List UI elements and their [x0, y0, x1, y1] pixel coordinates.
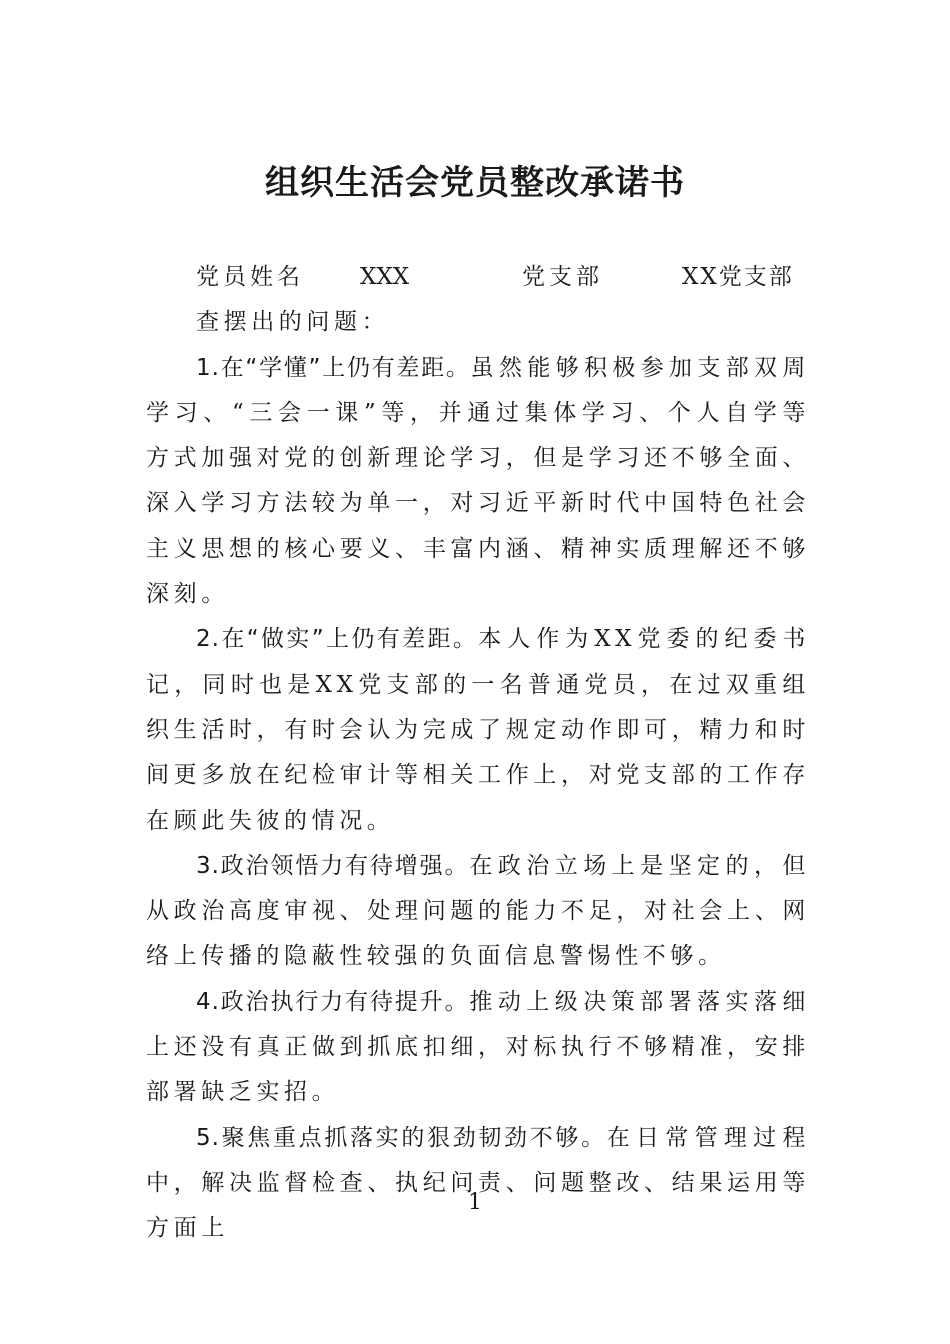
member-name-value: XXX — [360, 264, 410, 290]
member-info-row — [146, 255, 810, 300]
problem-item-3-text: 在政治立场上是坚定的，但从政治高度审视、处理问题的能力不足，对社会上、网络上传播的隐蔽性较强的负面信息警惕性不够。 — [146, 852, 810, 970]
document-body — [146, 255, 810, 1252]
party-branch-label: 党支部 — [522, 264, 603, 290]
problem-item-5-text: 在日常管理过程中，解决监督检查、执纪问责、问题整改、结果运用等方面上 — [146, 1124, 810, 1242]
problem-item-5 — [146, 1116, 810, 1252]
problem-item-1-text: 虽然能够积极参加支部双周学习、“三会一课”等，并通过集体学习、个人自学等方式加强对党的创新理论学习，但是学习还不够全面、深入学习方法较为单一，对习近平新时代中国特色社会主义思想的核心要义、丰富内涵、精神实质理解还不够深刻。 — [146, 354, 810, 608]
problem-item-5-lead: 5.聚焦重点抓落实的狠劲韧劲不够。 — [196, 1124, 607, 1151]
page-number: 1 — [468, 1190, 482, 1215]
problem-item-4-text: 推动上级决策部署落实落细上还没有真正做到抓底扣细，对标执行不够精准，安排部署缺乏实招。 — [146, 988, 810, 1106]
problems-heading: 查摆出的问题： — [196, 309, 390, 336]
problem-item-1-lead: 1.在“学懂”上仍有差距。 — [196, 354, 471, 381]
party-branch-value: XX党支部 — [682, 264, 794, 290]
problem-item-3 — [146, 844, 810, 980]
problem-item-4 — [146, 980, 810, 1116]
problem-item-3-lead: 3.政治领悟力有待增强。 — [196, 852, 470, 879]
problem-item-2-lead: 2.在“做实”上仍有差距。 — [196, 626, 479, 653]
problem-item-2 — [146, 617, 810, 843]
document-title: 组织生活会党员整改承诺书 — [265, 163, 685, 203]
problem-item-2-text: 本人作为XX党委的纪委书记，同时也是XX党支部的一名普通党员，在过双重组织生活时，有时会认为完成了规定动作即可，精力和时间更多放在纪检审计等相关工作上，对党支部的工作存在顾此失彼的情况。 — [146, 626, 811, 834]
problem-item-1 — [146, 346, 810, 618]
problem-item-4-lead: 4.政治执行力有待提升。 — [196, 988, 470, 1015]
member-name-label: 党员姓名 — [196, 264, 304, 290]
